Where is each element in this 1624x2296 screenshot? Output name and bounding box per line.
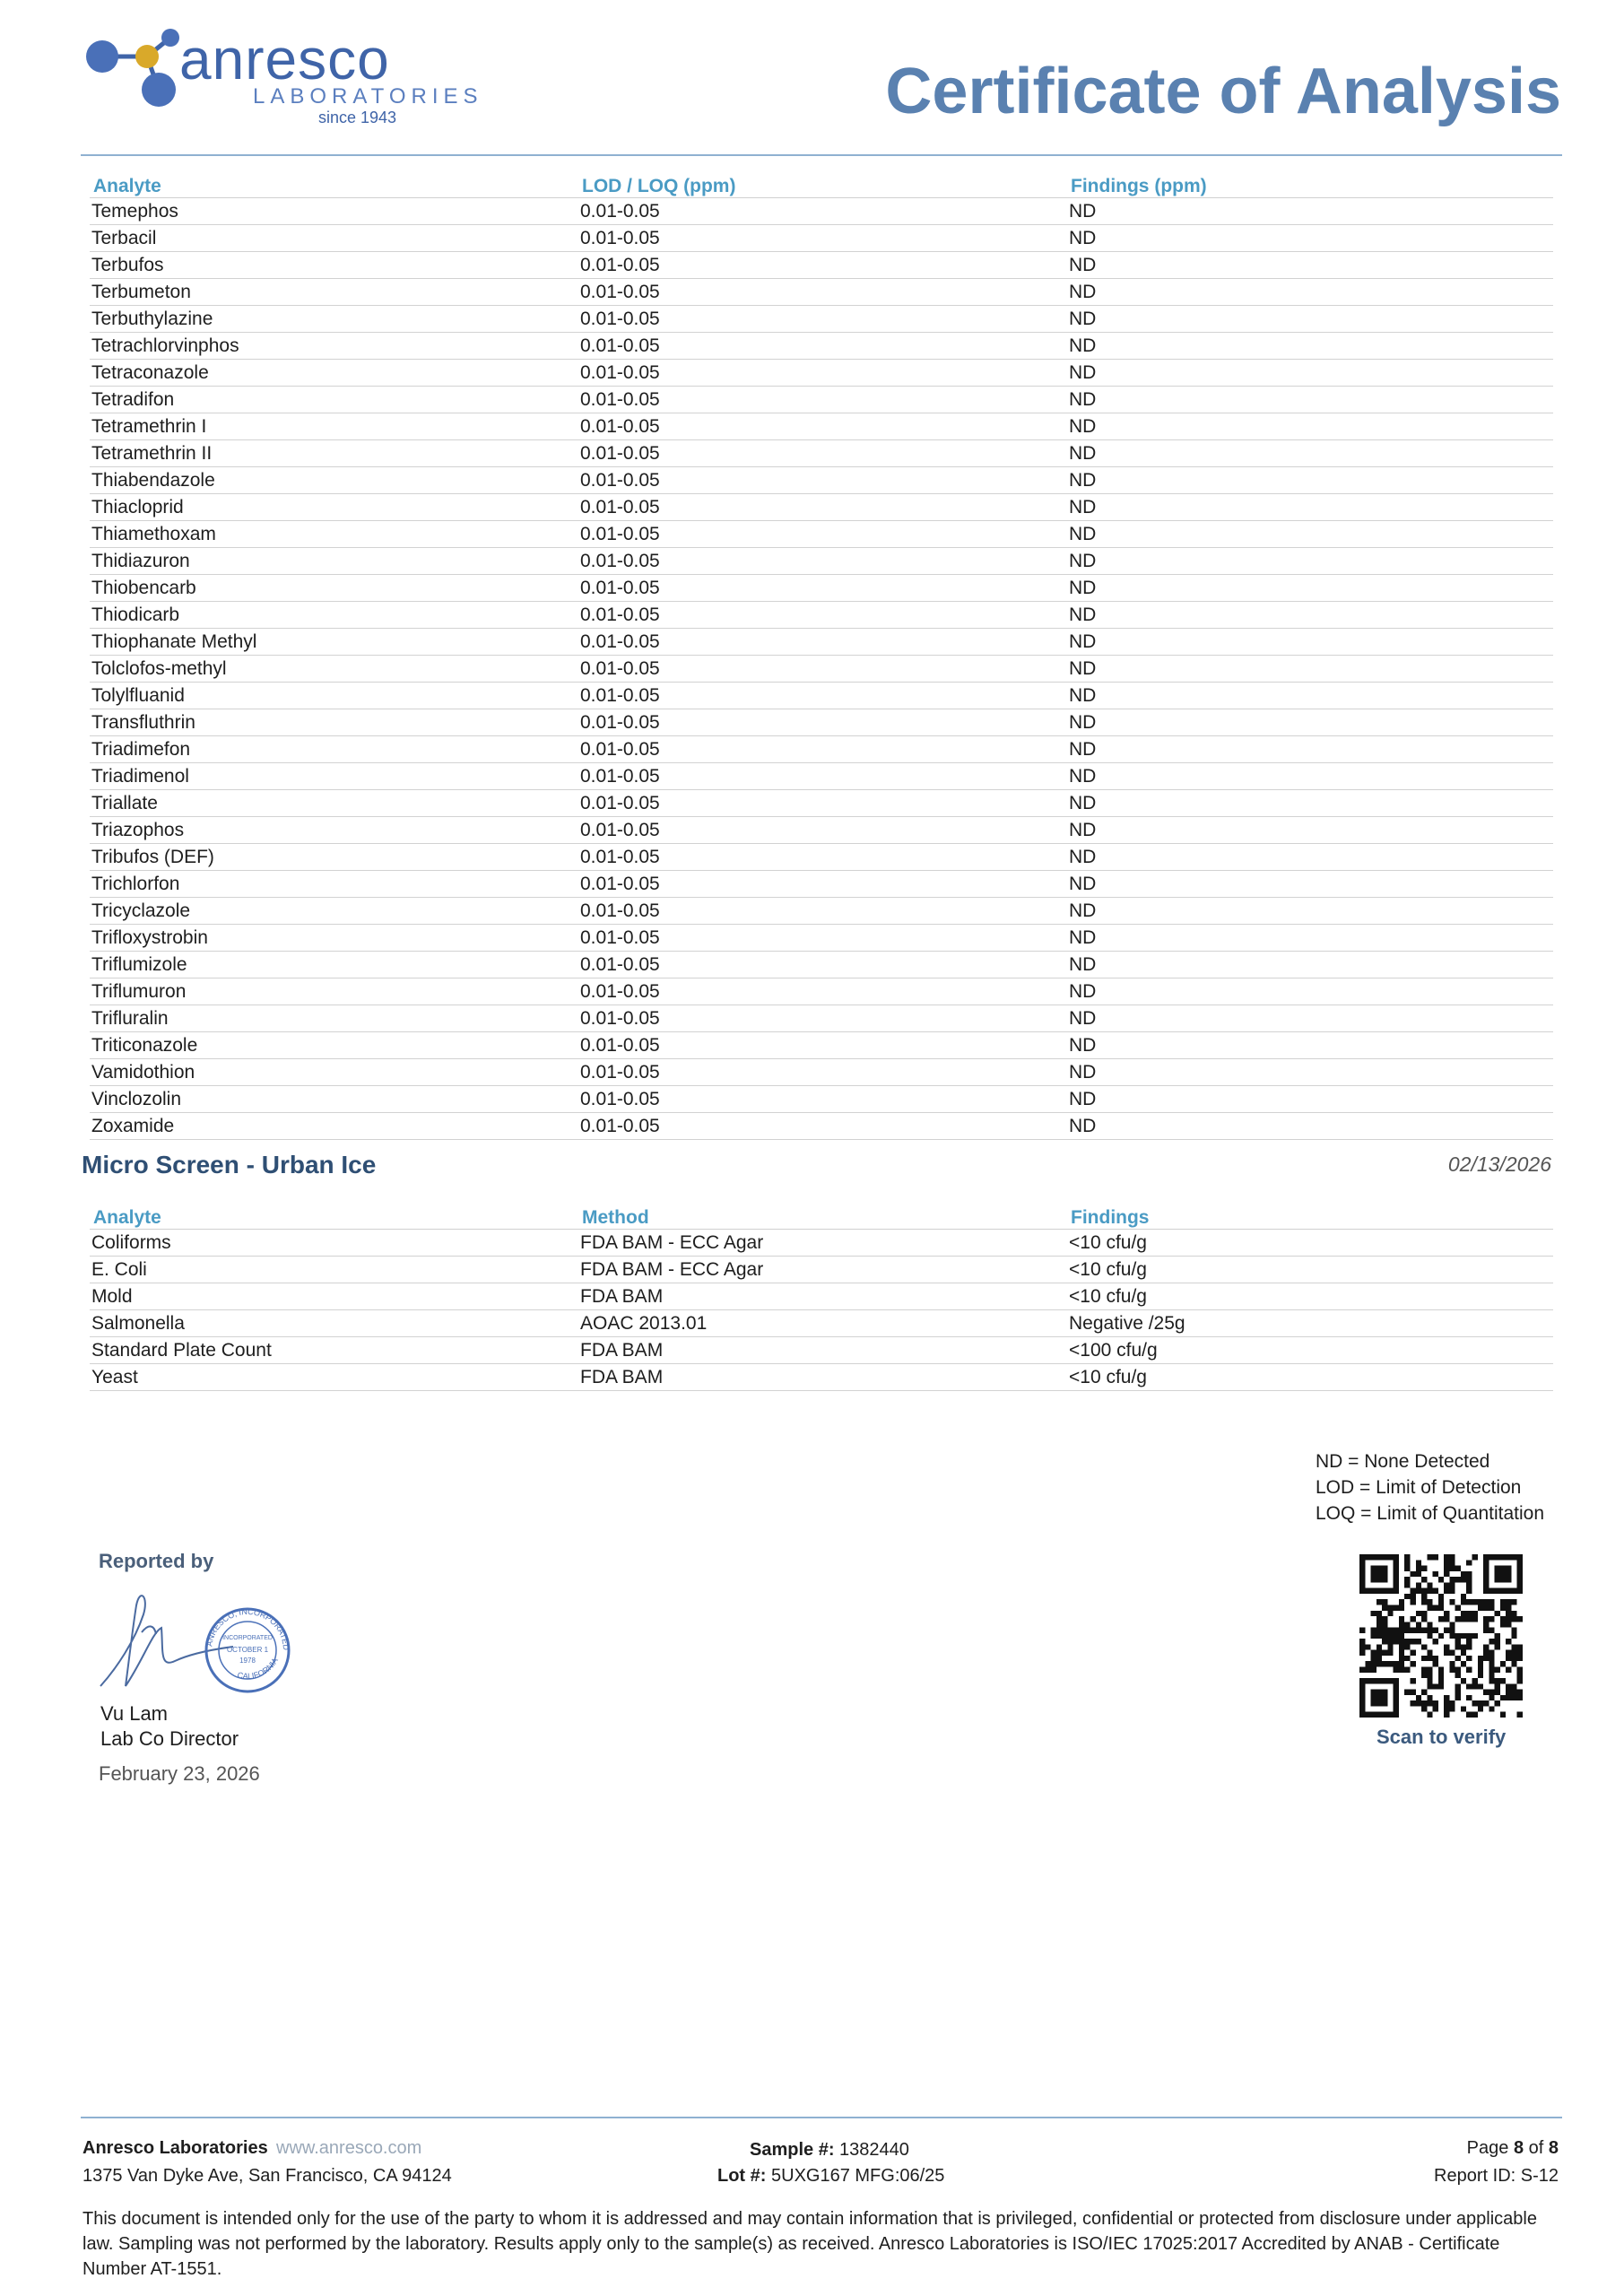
- table-row: [90, 1005, 1553, 1032]
- logo-wordmark: anresco: [179, 27, 390, 91]
- table-row: [90, 925, 1553, 952]
- analyte-cell: Thiophanate Methyl: [90, 629, 578, 656]
- table-row: [90, 494, 1553, 521]
- findings-cell: ND: [1067, 252, 1553, 279]
- lab-name: Anresco Laboratories: [83, 2138, 268, 2158]
- table-row: [90, 871, 1553, 898]
- findings-cell: Negative /25g: [1067, 1310, 1553, 1337]
- analyte-cell: Temephos: [90, 198, 578, 225]
- lod-loq-cell: 0.01-0.05: [578, 683, 1067, 709]
- findings-cell: ND: [1067, 440, 1553, 467]
- method-cell: FDA BAM: [578, 1364, 1067, 1391]
- report-id: Report ID: S-12: [1434, 2166, 1559, 2186]
- findings-cell: ND: [1067, 467, 1553, 494]
- analyte-cell: Coliforms: [90, 1230, 578, 1257]
- seal-bottom-text: CALIFORNIA: [236, 1656, 280, 1681]
- lod-loq-cell: 0.01-0.05: [578, 1005, 1067, 1032]
- table-row: [90, 360, 1553, 387]
- analyte-cell: Tolylfluanid: [90, 683, 578, 709]
- abbreviation-legend: [1316, 1448, 1544, 1526]
- lot-number: [717, 2167, 944, 2185]
- table-row: [90, 548, 1553, 575]
- table-row: [90, 1337, 1553, 1364]
- analyte-cell: Terbufos: [90, 252, 578, 279]
- analyte-cell: Triticonazole: [90, 1032, 578, 1059]
- table-row: [90, 306, 1553, 333]
- analyte-cell: Vamidothion: [90, 1059, 578, 1086]
- lod-loq-cell: 0.01-0.05: [578, 306, 1067, 333]
- lod-loq-cell: 0.01-0.05: [578, 225, 1067, 252]
- analyte-cell: Yeast: [90, 1364, 578, 1391]
- lod-loq-cell: 0.01-0.05: [578, 413, 1067, 440]
- findings-cell: ND: [1067, 360, 1553, 387]
- sample-number: [750, 2141, 909, 2159]
- analyte-cell: Terbuthylazine: [90, 306, 578, 333]
- pesticide-table-body: [90, 198, 1553, 1140]
- findings-cell: ND: [1067, 548, 1553, 575]
- findings-cell: <10 cfu/g: [1067, 1364, 1553, 1391]
- table-row: [90, 656, 1553, 683]
- analyte-cell: Triflumuron: [90, 978, 578, 1005]
- analyte-cell: Tetramethrin I: [90, 413, 578, 440]
- findings-cell: ND: [1067, 602, 1553, 629]
- findings-cell: ND: [1067, 306, 1553, 333]
- lod-loq-cell: 0.01-0.05: [578, 494, 1067, 521]
- findings-cell: ND: [1067, 736, 1553, 763]
- analyte-cell: Terbumeton: [90, 279, 578, 306]
- page-of: of: [1528, 2138, 1544, 2158]
- findings-cell: ND: [1067, 656, 1553, 683]
- lod-loq-cell: 0.01-0.05: [578, 656, 1067, 683]
- lod-loq-cell: 0.01-0.05: [578, 198, 1067, 225]
- column-header-analyte: Analyte: [90, 170, 578, 198]
- lod-loq-cell: 0.01-0.05: [578, 952, 1067, 978]
- svg-text:OCTOBER 1: OCTOBER 1: [226, 1646, 269, 1654]
- svg-text:INCORPORATED: INCORPORATED: [222, 1635, 273, 1641]
- table-row: [90, 602, 1553, 629]
- findings-cell: ND: [1067, 575, 1553, 602]
- analyte-cell: Thiabendazole: [90, 467, 578, 494]
- lod-loq-cell: 0.01-0.05: [578, 736, 1067, 763]
- micro-table-body: [90, 1230, 1553, 1391]
- analyte-cell: Tricyclazole: [90, 898, 578, 925]
- lod-loq-cell: 0.01-0.05: [578, 790, 1067, 817]
- lod-loq-cell: 0.01-0.05: [578, 333, 1067, 360]
- logo-subtitle: LABORATORIES: [253, 84, 483, 109]
- legend-nd: ND = None Detected: [1316, 1451, 1490, 1472]
- lod-loq-cell: 0.01-0.05: [578, 709, 1067, 736]
- analyte-cell: Triflumizole: [90, 952, 578, 978]
- analyte-cell: Terbacil: [90, 225, 578, 252]
- analyte-cell: Tetradifon: [90, 387, 578, 413]
- lod-loq-cell: 0.01-0.05: [578, 898, 1067, 925]
- analyte-cell: Thiamethoxam: [90, 521, 578, 548]
- lod-loq-cell: 0.01-0.05: [578, 467, 1067, 494]
- table-row: [90, 467, 1553, 494]
- findings-cell: ND: [1067, 763, 1553, 790]
- analyte-cell: Triazophos: [90, 817, 578, 844]
- findings-cell: ND: [1067, 844, 1553, 871]
- header-divider: [81, 154, 1562, 156]
- findings-cell: ND: [1067, 1032, 1553, 1059]
- table-row: [90, 1364, 1553, 1391]
- lod-loq-cell: 0.01-0.05: [578, 629, 1067, 656]
- analyte-cell: Vinclozolin: [90, 1086, 578, 1113]
- table-row: [90, 279, 1553, 306]
- analyte-cell: Triadimenol: [90, 763, 578, 790]
- table-row: [90, 198, 1553, 225]
- table-row: [90, 440, 1553, 467]
- lod-loq-cell: 0.01-0.05: [578, 871, 1067, 898]
- analyte-cell: Tetramethrin II: [90, 440, 578, 467]
- seal-top-text: ANRESCO, INCORPORATED: [204, 1606, 291, 1651]
- method-cell: AOAC 2013.01: [578, 1310, 1067, 1337]
- lod-loq-cell: 0.01-0.05: [578, 387, 1067, 413]
- column-header-analyte: Analyte: [90, 1202, 578, 1230]
- findings-cell: ND: [1067, 413, 1553, 440]
- analyte-cell: Thiodicarb: [90, 602, 578, 629]
- lot-number-value: 5UXG167 MFG:06/25: [771, 2166, 945, 2186]
- page-total: 8: [1548, 2138, 1559, 2158]
- table-row: [90, 1032, 1553, 1059]
- table-row: [90, 952, 1553, 978]
- table-row: [90, 817, 1553, 844]
- lod-loq-cell: 0.01-0.05: [578, 279, 1067, 306]
- table-row: [90, 1113, 1553, 1140]
- analyte-cell: Thiacloprid: [90, 494, 578, 521]
- table-row: [90, 629, 1553, 656]
- analyte-cell: Trifluralin: [90, 1005, 578, 1032]
- lod-loq-cell: 0.01-0.05: [578, 1059, 1067, 1086]
- table-row: [90, 252, 1553, 279]
- analyte-cell: Tetrachlorvinphos: [90, 333, 578, 360]
- lab-address: 1375 Van Dyke Ave, San Francisco, CA 94124: [83, 2166, 452, 2186]
- table-row: [90, 1230, 1553, 1257]
- table-row: [90, 333, 1553, 360]
- analyte-cell: Transfluthrin: [90, 709, 578, 736]
- lab-website-link[interactable]: www.anresco.com: [276, 2138, 422, 2158]
- table-row: [90, 225, 1553, 252]
- findings-cell: ND: [1067, 817, 1553, 844]
- sample-number-value: 1382440: [839, 2140, 909, 2160]
- lod-loq-cell: 0.01-0.05: [578, 1086, 1067, 1113]
- findings-cell: ND: [1067, 790, 1553, 817]
- footer-divider: [81, 2117, 1562, 2118]
- table-row: [90, 1283, 1553, 1310]
- table-row: [90, 790, 1553, 817]
- analyte-cell: Trifloxystrobin: [90, 925, 578, 952]
- column-header-findings: Findings (ppm): [1067, 170, 1553, 198]
- table-row: [90, 387, 1553, 413]
- findings-cell: ND: [1067, 1005, 1553, 1032]
- method-cell: FDA BAM - ECC Agar: [578, 1230, 1067, 1257]
- table-row: [90, 521, 1553, 548]
- findings-cell: ND: [1067, 387, 1553, 413]
- table-header-row: [90, 1202, 1553, 1230]
- reported-by-label: Reported by: [99, 1550, 214, 1572]
- lod-loq-cell: 0.01-0.05: [578, 1032, 1067, 1059]
- lod-loq-cell: 0.01-0.05: [578, 548, 1067, 575]
- scan-to-verify-label: Scan to verify: [1376, 1726, 1507, 1748]
- sample-number-label: Sample #:: [750, 2140, 835, 2160]
- page-indicator: [1467, 2139, 1559, 2157]
- table-row: [90, 736, 1553, 763]
- lod-loq-cell: 0.01-0.05: [578, 575, 1067, 602]
- legend-lod: LOD = Limit of Detection: [1316, 1477, 1522, 1498]
- findings-cell: ND: [1067, 333, 1553, 360]
- analyte-cell: Thidiazuron: [90, 548, 578, 575]
- analyte-cell: Standard Plate Count: [90, 1337, 578, 1364]
- table-row: [90, 413, 1553, 440]
- logo-since: since 1943: [318, 109, 397, 126]
- analyte-cell: Salmonella: [90, 1310, 578, 1337]
- lod-loq-cell: 0.01-0.05: [578, 252, 1067, 279]
- findings-cell: ND: [1067, 898, 1553, 925]
- lod-loq-cell: 0.01-0.05: [578, 763, 1067, 790]
- findings-cell: ND: [1067, 629, 1553, 656]
- pesticide-results-table: [90, 170, 1553, 1140]
- analyte-cell: E. Coli: [90, 1257, 578, 1283]
- findings-cell: ND: [1067, 225, 1553, 252]
- findings-cell: ND: [1067, 521, 1553, 548]
- column-header-findings: Findings: [1067, 1202, 1553, 1230]
- table-row: [90, 1310, 1553, 1337]
- method-cell: FDA BAM: [578, 1337, 1067, 1364]
- column-header-lod-loq: LOD / LOQ (ppm): [578, 170, 1067, 198]
- micro-results-table: [90, 1202, 1553, 1391]
- table-row: [90, 763, 1553, 790]
- analyte-cell: Triallate: [90, 790, 578, 817]
- legend-loq: LOQ = Limit of Quantitation: [1316, 1503, 1545, 1524]
- table-row: [90, 709, 1553, 736]
- report-date: February 23, 2026: [99, 1762, 260, 1785]
- findings-cell: ND: [1067, 925, 1553, 952]
- analyte-cell: Tribufos (DEF): [90, 844, 578, 871]
- findings-cell: ND: [1067, 709, 1553, 736]
- findings-cell: <10 cfu/g: [1067, 1230, 1553, 1257]
- table-row: [90, 1257, 1553, 1283]
- lod-loq-cell: 0.01-0.05: [578, 817, 1067, 844]
- lod-loq-cell: 0.01-0.05: [578, 1113, 1067, 1140]
- table-row: [90, 898, 1553, 925]
- findings-cell: ND: [1067, 1059, 1553, 1086]
- analyte-cell: Tolclofos-methyl: [90, 656, 578, 683]
- findings-cell: ND: [1067, 1113, 1553, 1140]
- lod-loq-cell: 0.01-0.05: [578, 602, 1067, 629]
- analyte-cell: Tetraconazole: [90, 360, 578, 387]
- page-current: 8: [1513, 2138, 1524, 2158]
- micro-screen-heading: Micro Screen - Urban Ice: [82, 1151, 377, 1178]
- lod-loq-cell: 0.01-0.05: [578, 521, 1067, 548]
- findings-cell: ND: [1067, 871, 1553, 898]
- analyte-cell: Mold: [90, 1283, 578, 1310]
- svg-text:1978: 1978: [239, 1657, 256, 1665]
- method-cell: FDA BAM - ECC Agar: [578, 1257, 1067, 1283]
- findings-cell: ND: [1067, 279, 1553, 306]
- page-prefix: Page: [1466, 2138, 1509, 2158]
- findings-cell: <10 cfu/g: [1067, 1283, 1553, 1310]
- document-title: Certificate of Analysis: [885, 56, 1561, 127]
- findings-cell: ND: [1067, 978, 1553, 1005]
- table-row: [90, 683, 1553, 709]
- verification-qr-code[interactable]: [1359, 1554, 1523, 1718]
- analyte-cell: Trichlorfon: [90, 871, 578, 898]
- column-header-method: Method: [578, 1202, 1067, 1230]
- lod-loq-cell: 0.01-0.05: [578, 925, 1067, 952]
- table-row: [90, 978, 1553, 1005]
- table-row: [90, 1086, 1553, 1113]
- lod-loq-cell: 0.01-0.05: [578, 844, 1067, 871]
- table-row: [90, 575, 1553, 602]
- findings-cell: ND: [1067, 198, 1553, 225]
- lod-loq-cell: 0.01-0.05: [578, 978, 1067, 1005]
- findings-cell: ND: [1067, 1086, 1553, 1113]
- findings-cell: <100 cfu/g: [1067, 1337, 1553, 1364]
- legal-disclaimer: This document is intended only for the use of the party to whom it is addressed and may contain information that is privileged, confidential or protected from disclosure under applicable law. Sampling was not performed by the laboratory. Results apply only to the sample(s) as received. Anresco Laboratories is ISO/IEC 17025:2017 Accredited by ANAB - Certificate Number AT-1551.: [83, 2209, 1537, 2279]
- method-cell: FDA BAM: [578, 1283, 1067, 1310]
- findings-cell: ND: [1067, 683, 1553, 709]
- table-row: [90, 1059, 1553, 1086]
- signature-with-seal: [90, 1578, 305, 1704]
- table-row: [90, 844, 1553, 871]
- signer-name: Vu Lam: [100, 1702, 169, 1725]
- findings-cell: ND: [1067, 494, 1553, 521]
- findings-cell: ND: [1067, 952, 1553, 978]
- lod-loq-cell: 0.01-0.05: [578, 440, 1067, 467]
- table-header-row: [90, 170, 1553, 198]
- analyte-cell: Triadimefon: [90, 736, 578, 763]
- analyte-cell: Zoxamide: [90, 1113, 578, 1140]
- findings-cell: <10 cfu/g: [1067, 1257, 1553, 1283]
- lod-loq-cell: 0.01-0.05: [578, 360, 1067, 387]
- micro-screen-date: 02/13/2026: [1447, 1152, 1551, 1176]
- signer-title: Lab Co Director: [100, 1727, 239, 1750]
- lot-number-label: Lot #:: [717, 2166, 767, 2186]
- analyte-cell: Thiobencarb: [90, 575, 578, 602]
